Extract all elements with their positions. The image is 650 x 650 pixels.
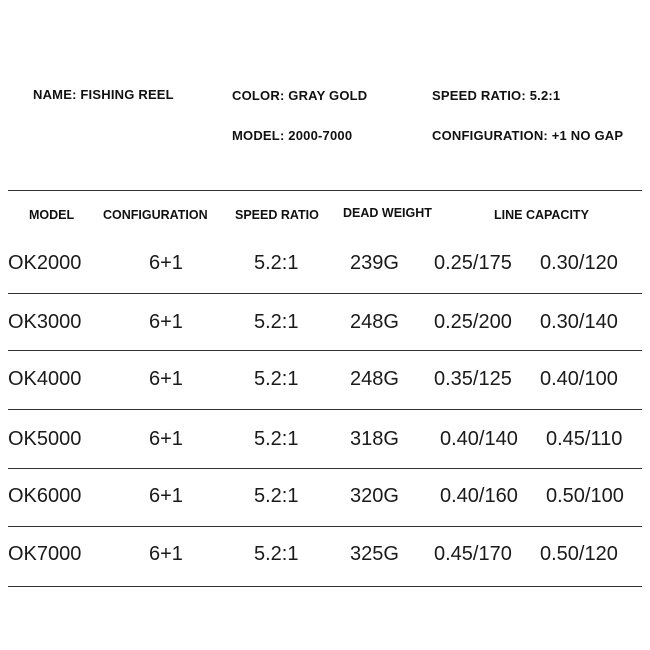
cell-line-capacity-b: 0.50/100	[546, 485, 624, 507]
header-dead-weight: DEAD WEIGHT	[343, 206, 432, 220]
cell-configuration: 6+1	[149, 252, 183, 274]
table-top-divider	[8, 190, 642, 191]
cell-configuration: 6+1	[149, 428, 183, 450]
cell-model: OK3000	[8, 311, 82, 333]
cell-model: OK2000	[8, 252, 82, 274]
header-speed-ratio: SPEED RATIO	[235, 208, 319, 222]
cell-speed-ratio: 5.2:1	[254, 428, 299, 450]
cell-configuration: 6+1	[149, 368, 183, 390]
cell-line-capacity-a: 0.40/160	[440, 485, 518, 507]
cell-line-capacity-a: 0.25/175	[434, 252, 512, 274]
cell-speed-ratio: 5.2:1	[254, 311, 299, 333]
cell-configuration: 6+1	[149, 311, 183, 333]
cell-dead-weight: 248G	[350, 311, 399, 333]
cell-model: OK4000	[8, 368, 82, 390]
cell-line-capacity-b: 0.50/120	[540, 543, 618, 565]
row-divider	[8, 409, 642, 410]
spec-name: NAME: FISHING REEL	[33, 87, 174, 102]
cell-dead-weight: 320G	[350, 485, 399, 507]
cell-line-capacity-a: 0.45/170	[434, 543, 512, 565]
cell-line-capacity-a: 0.35/125	[434, 368, 512, 390]
cell-dead-weight: 325G	[350, 543, 399, 565]
cell-dead-weight: 318G	[350, 428, 399, 450]
cell-line-capacity-b: 0.40/100	[540, 368, 618, 390]
spec-configuration: CONFIGURATION: +1 NO GAP	[432, 128, 624, 143]
cell-model: OK7000	[8, 543, 82, 565]
row-divider	[8, 293, 642, 294]
spec-speed-ratio: SPEED RATIO: 5.2:1	[432, 88, 561, 103]
cell-dead-weight: 248G	[350, 368, 399, 390]
header-line-capacity: LINE CAPACITY	[494, 208, 589, 222]
cell-speed-ratio: 5.2:1	[254, 485, 299, 507]
cell-speed-ratio: 5.2:1	[254, 543, 299, 565]
row-divider	[8, 468, 642, 469]
cell-dead-weight: 239G	[350, 252, 399, 274]
cell-configuration: 6+1	[149, 543, 183, 565]
spec-model: MODEL: 2000-7000	[232, 128, 353, 143]
spec-color: COLOR: GRAY GOLD	[232, 88, 368, 103]
cell-line-capacity-a: 0.40/140	[440, 428, 518, 450]
header-configuration: CONFIGURATION	[103, 208, 208, 222]
table-bottom-divider	[8, 586, 642, 587]
header-model: MODEL	[29, 208, 75, 222]
cell-line-capacity-b: 0.30/120	[540, 252, 618, 274]
cell-model: OK6000	[8, 485, 82, 507]
cell-line-capacity-b: 0.30/140	[540, 311, 618, 333]
cell-model: OK5000	[8, 428, 82, 450]
cell-line-capacity-a: 0.25/200	[434, 311, 512, 333]
cell-configuration: 6+1	[149, 485, 183, 507]
row-divider	[8, 526, 642, 527]
row-divider	[8, 350, 642, 351]
cell-speed-ratio: 5.2:1	[254, 252, 299, 274]
cell-line-capacity-b: 0.45/110	[546, 428, 623, 450]
cell-speed-ratio: 5.2:1	[254, 368, 299, 390]
